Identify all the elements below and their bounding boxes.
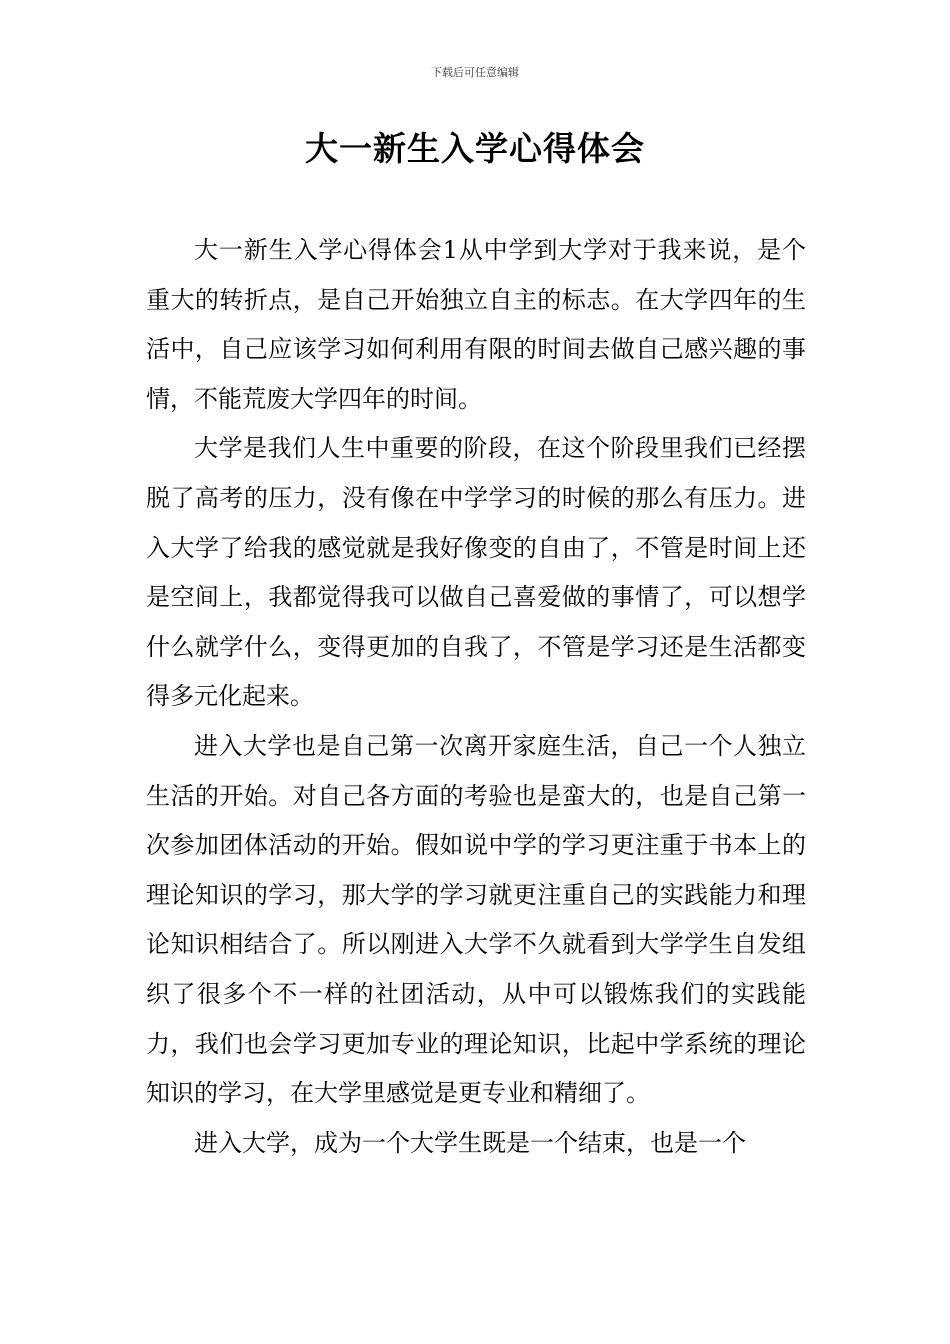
- document-body: [146, 226, 806, 1168]
- header-note: 下载后可任意编辑: [431, 66, 519, 79]
- paragraph-2: 大学是我们人生中重要的阶段，在这个阶段里我们已经摆脱了高考的压力，没有像在中学学习的时候的那么有压力。进入大学了给我的感觉就是我好像变的自由了，不管是时间上还是空间上，我都觉得我可以做自己喜爱做的事情了，可以想学什么就学什么，变得更加的自我了，不管是学习还是生活都变得多元化起来。: [146, 434, 806, 711]
- paragraph-4: 进入大学，成为一个大学生既是一个结束，也是一个: [194, 1128, 746, 1157]
- paragraph-3: 进入大学也是自己第一次离开家庭生活，自己一个人独立生活的开始。对自己各方面的考验也是蛮大的，也是自己第一次参加团体活动的开始。假如说中学的学习更注重于书本上的理论知识的学习，那大学的学习就更注重自己的实践能力和理论知识相结合了。所以刚进入大学不久就看到大学学生自发组织了很多个不一样的社团活动，从中可以锻炼我们的实践能力，我们也会学习更加专业的理论知识，比起中学系统的理论知识的学习，在大学里感觉是更专业和精细了。: [146, 731, 806, 1108]
- paragraph-1: 大一新生入学心得体会1从中学到大学对于我来说，是个重大的转折点，是自己开始独立自主的标志。在大学四年的生活中，自己应该学习如何利用有限的时间去做自己感兴趣的事情，不能荒废大学四年的时间。: [146, 236, 806, 413]
- page-title: 大一新生入学心得体会: [305, 129, 645, 168]
